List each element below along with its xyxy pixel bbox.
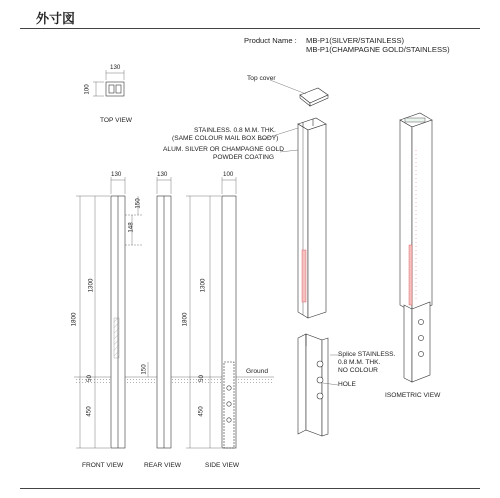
side-view-title: SIDE VIEW xyxy=(205,462,240,469)
hole-callout: HOLE xyxy=(338,381,356,388)
stainless-callout-line2: (SAME COLOUR MAIL BOX BODY) xyxy=(172,135,279,142)
splice-callout-line1: Splice STAINLESS. xyxy=(338,351,396,358)
ground-strip xyxy=(74,377,274,385)
side-dim-450: 450 xyxy=(197,406,205,417)
top-view-depth: 100 xyxy=(83,84,91,95)
top-view-title: TOP VIEW xyxy=(100,117,132,124)
front-dim-1800: 1800 xyxy=(70,312,78,327)
top-view-width: 130 xyxy=(110,64,121,71)
front-width: 130 xyxy=(111,171,122,178)
front-dim-450: 450 xyxy=(85,406,93,417)
front-view-title: FRONT VIEW xyxy=(82,462,124,469)
side-dim-50: 50 xyxy=(197,375,205,382)
side-width: 100 xyxy=(223,171,234,178)
side-dim-1800: 1800 xyxy=(181,312,189,327)
splice-callout-line3: NO COLOUR xyxy=(338,367,378,374)
front-dim-50: 50 xyxy=(85,375,93,382)
product-name-line1: MB-P1(SILVER/STAINLESS) xyxy=(306,36,405,45)
iso-top-cover xyxy=(270,80,328,106)
rear-view-title: REAR VIEW xyxy=(144,462,182,469)
side-view xyxy=(186,177,236,448)
front-dim-148: 148 xyxy=(127,222,135,233)
page-title: 外寸図 xyxy=(36,11,76,26)
top-view xyxy=(93,70,124,96)
front-dim-150: 150 xyxy=(134,198,142,209)
product-name-line2: MB-P1(CHAMPAGNE GOLD/STAINLESS) xyxy=(306,45,450,54)
stainless-callout-line1: STAINLESS. 0.8 M.M. THK. xyxy=(194,127,276,134)
splice-callout-line2: 0.8 M.M. THK. xyxy=(338,359,381,366)
iso-assembled xyxy=(400,113,432,382)
isometric-view-title: ISOMETRIC VIEW xyxy=(385,392,441,399)
iso-splice xyxy=(298,334,340,436)
alum-callout-line1: ALUM. SILVER OR CHAMPAGNE GOLD xyxy=(163,146,285,153)
product-name-label: Product Name : xyxy=(244,36,297,45)
ground-label: Ground xyxy=(246,368,268,375)
top-cover-callout: Top cover xyxy=(247,75,276,82)
rear-width: 130 xyxy=(157,171,168,178)
rear-view xyxy=(148,177,171,448)
front-dim-1300: 1300 xyxy=(87,278,95,293)
rear-dim-150: 150 xyxy=(140,364,148,375)
side-dim-1300: 1300 xyxy=(199,278,207,293)
alum-callout-line2: POWDER COATING xyxy=(213,154,275,161)
